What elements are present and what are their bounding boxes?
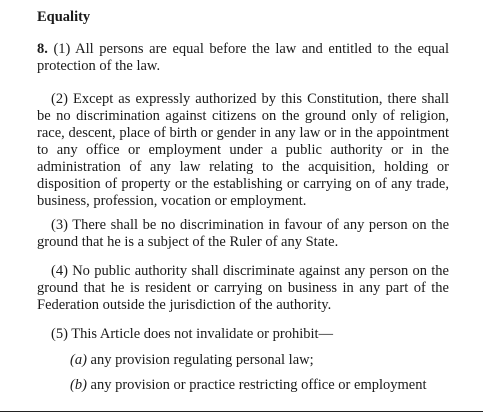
article-8-clause-3: (3) There shall be no discrimination in favour of any person on the ground that he is a subject of the Ruler of any State.: [37, 217, 449, 250]
clause-1-text: (1) All persons are equal before the law and entitled to the equal protection of the law.: [37, 41, 450, 74]
item-a-letter: (a): [70, 352, 87, 368]
article-8-clause-5: (5) This Article does not invalidate or prohibit—: [51, 326, 334, 342]
clause-5-item-a: [70, 352, 314, 369]
item-a-text: any provision regulating personal law;: [90, 352, 314, 368]
article-8-clause-1: [37, 41, 449, 75]
section-heading: Equality: [37, 9, 91, 25]
item-b-text: any provision or practice restricting office or employment: [90, 377, 427, 393]
bottom-rule-divider: [0, 411, 483, 412]
article-8-clause-4: (4) No public authority shall discriminate against any person on the ground that he is resident or carrying on business in any part of the Federation outside the jurisdiction of the authority.: [37, 263, 449, 313]
item-b-letter: (b): [70, 377, 87, 393]
article-number: 8.: [37, 41, 48, 57]
article-8-clause-2: (2) Except as expressly authorized by this Constitution, there shall be no discrimination against citizens on the ground only of religion, race, descent, place of birth or gender in any law or in the appointment to any office or employment under a public authority or in the administration of any law relating to the acquisition, holding or disposition of property or the establishing or carrying on of any trade, business, profession, vocation or employment.: [37, 91, 449, 209]
clause-5-item-b: [70, 377, 427, 394]
